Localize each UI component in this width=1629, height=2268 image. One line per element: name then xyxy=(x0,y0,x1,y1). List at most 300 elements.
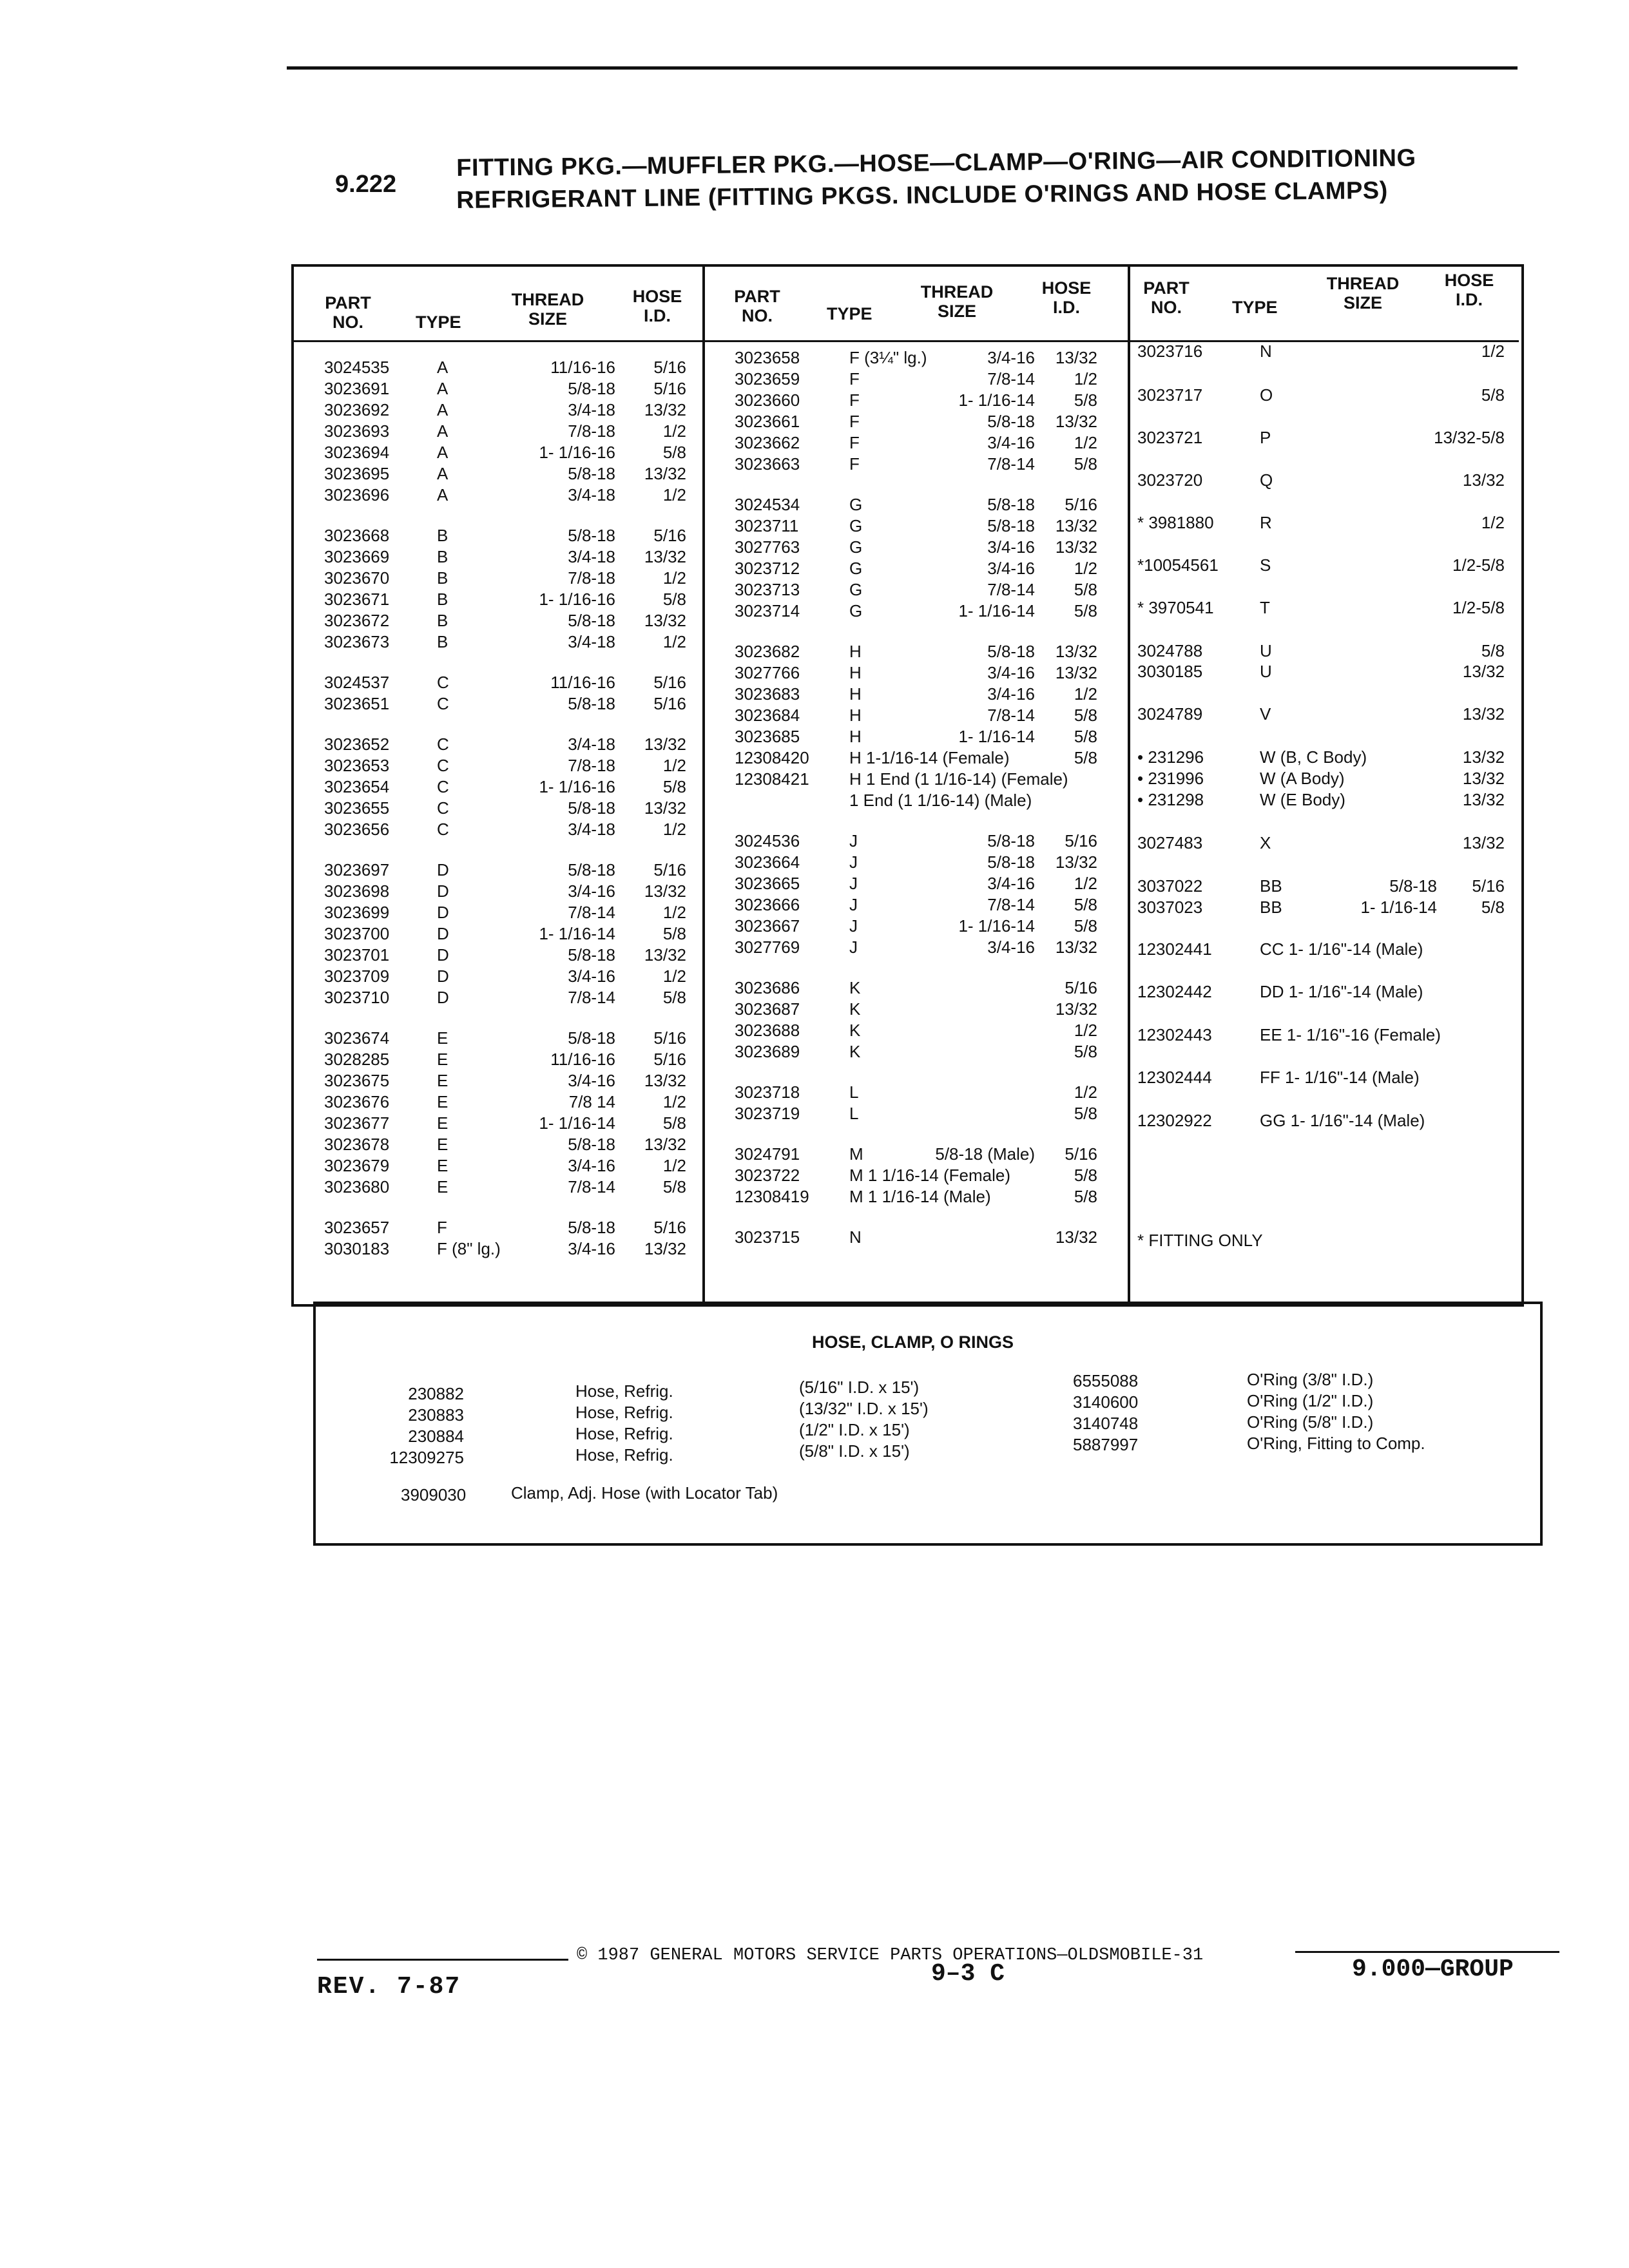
fitting-type: C xyxy=(437,756,449,775)
fitting-type: A xyxy=(437,421,448,441)
col3-header-part: PART NO. xyxy=(1143,278,1190,317)
hose-id: 5/8 xyxy=(1074,895,1097,914)
part-number: 3023696 xyxy=(324,485,390,505)
thread-size: 3/4-18 xyxy=(568,735,615,754)
fitting-type: U xyxy=(1260,641,1272,660)
thread-size: 3/4-16 xyxy=(987,559,1035,578)
col3-header-thread: THREAD SIZE xyxy=(1326,274,1400,312)
hose-id: 13/32 xyxy=(1462,470,1505,490)
part-number: 3023697 xyxy=(324,860,390,879)
fitting-type: H xyxy=(849,642,862,661)
part-number: 3023701 xyxy=(324,945,390,965)
hose-id: 1/2 xyxy=(662,1092,686,1111)
fitting-type: B xyxy=(437,568,448,588)
thread-size: 3/4-16 xyxy=(568,966,615,986)
part-number: 3024791 xyxy=(735,1144,800,1164)
fitting-type: F (8" lg.) xyxy=(437,1239,501,1258)
hose-id: 5/16 xyxy=(653,1028,686,1048)
col2-header-part: PART NO. xyxy=(734,287,780,325)
fitting-type: F xyxy=(849,454,860,474)
fitting-type: BB xyxy=(1260,898,1282,917)
fitting-type: M 1 1/16-14 (Male) xyxy=(849,1187,991,1206)
hose-id: 5/8 xyxy=(1074,454,1097,474)
part-number: • 231996 xyxy=(1137,769,1204,788)
fitting-type: E xyxy=(437,1156,448,1175)
fitting-type: E xyxy=(437,1177,448,1196)
hose-id: 13/32 xyxy=(1055,642,1097,661)
hose-id: 1/2 xyxy=(662,820,686,839)
part-number: 3023698 xyxy=(324,881,390,901)
part-number: 3023652 xyxy=(324,735,390,754)
hose-id: 5/8 xyxy=(662,1177,686,1196)
thread-size: 7/8-14 xyxy=(568,988,615,1007)
hose-id: 1/2 xyxy=(662,485,686,505)
part-number: 3023693 xyxy=(324,421,390,441)
oring-part-number: 3140600 xyxy=(1073,1392,1139,1412)
part-number: 3023710 xyxy=(324,988,390,1007)
hose-part-number: 230883 xyxy=(408,1405,464,1425)
hose-id: 1/2 xyxy=(662,756,686,775)
hose-id: 5/8 xyxy=(1074,580,1097,599)
part-number: 12308420 xyxy=(735,748,809,767)
oring-part-number: 3140748 xyxy=(1073,1414,1139,1433)
part-number: 3023712 xyxy=(735,559,800,578)
thread-size: 1- 1/16-16 xyxy=(539,777,615,796)
hose-id: 13/32 xyxy=(1462,790,1505,809)
col3-header-type: TYPE xyxy=(1232,298,1278,317)
thread-size: 3/4-16 xyxy=(987,684,1035,704)
hose-id: 13/32 xyxy=(644,735,686,754)
fitting-type: B xyxy=(437,526,448,545)
fitting-type: K xyxy=(849,999,861,1019)
fitting-type: G xyxy=(849,516,863,535)
thread-size: 1- 1/16-16 xyxy=(539,590,615,609)
part-number: • 231296 xyxy=(1137,747,1204,767)
part-number: 3023699 xyxy=(324,903,390,922)
part-number: 3028285 xyxy=(324,1050,390,1069)
part-number: 3023714 xyxy=(735,601,800,620)
section-title-line1: FITTING PKG.—MUFFLER PKG.—HOSE—CLAMP—O'RING—AIR CONDITIONING xyxy=(456,144,1416,182)
thread-size: 1- 1/16-14 xyxy=(958,601,1035,620)
hose-id: 13/32 xyxy=(644,881,686,901)
hose-section-title: HOSE, CLAMP, O RINGS xyxy=(812,1332,1014,1352)
part-number: 3023689 xyxy=(735,1042,800,1061)
part-number: 3023684 xyxy=(735,706,800,725)
hose-id: 13/32 xyxy=(1462,704,1505,724)
fitting-type: H 1-1/16-14 (Female) xyxy=(849,748,1010,767)
col2-header-thread: THREAD SIZE xyxy=(920,282,994,321)
col1-header-type: TYPE xyxy=(416,312,461,332)
thread-size: 3/4-16 xyxy=(568,1156,615,1175)
fitting-type: F xyxy=(849,433,860,452)
part-number: 12302443 xyxy=(1137,1025,1212,1044)
thread-size: 1- 1/16-14 xyxy=(958,727,1035,746)
part-number: 3023674 xyxy=(324,1028,390,1048)
thread-size: 7/8-14 xyxy=(987,706,1035,725)
part-number: 3023680 xyxy=(324,1177,390,1196)
oring-description: O'Ring (3/8" I.D.) xyxy=(1247,1370,1374,1389)
hose-id: 13/32 xyxy=(644,464,686,483)
col1-header-part: PART NO. xyxy=(325,293,371,332)
hose-id: 1/2 xyxy=(662,568,686,588)
hose-id: 5/16 xyxy=(653,694,686,713)
fitting-type: C xyxy=(437,735,449,754)
thread-size: 5/8-18 xyxy=(568,1218,615,1237)
part-number: 12308421 xyxy=(735,769,809,789)
part-number: 3023655 xyxy=(324,798,390,818)
fitting-type: U xyxy=(1260,662,1272,681)
hose-id: 1/2 xyxy=(1074,1021,1097,1040)
hose-id: 5/16 xyxy=(1065,1144,1097,1164)
thread-size: 11/16-16 xyxy=(550,1050,615,1069)
oring-part-number: 6555088 xyxy=(1073,1371,1139,1390)
hose-id: 5/16 xyxy=(653,358,686,377)
hose-id: 1/2 xyxy=(662,903,686,922)
fitting-type: V xyxy=(1260,704,1271,724)
hose-id: 1/2 xyxy=(1074,684,1097,704)
fitting-type: T xyxy=(1260,598,1270,617)
hose-id: 5/8 xyxy=(662,777,686,796)
hose-id: 5/16 xyxy=(1065,831,1097,850)
part-number: 12302442 xyxy=(1137,982,1212,1001)
part-number: 3023692 xyxy=(324,400,390,419)
fitting-type: A xyxy=(437,485,448,505)
fitting-type: A xyxy=(437,379,448,398)
part-number: 3023656 xyxy=(324,820,390,839)
hose-id: 13/32 xyxy=(644,798,686,818)
thread-size: 3/4-16 xyxy=(568,881,615,901)
fitting-type: C xyxy=(437,820,449,839)
thread-size: 5/8-18 xyxy=(568,379,615,398)
fitting-type: A xyxy=(437,400,448,419)
fitting-type: F xyxy=(437,1218,447,1237)
part-number: 3023665 xyxy=(735,874,800,893)
fitting-type: M 1 1/16-14 (Female) xyxy=(849,1166,1010,1185)
thread-size: 5/8-18 xyxy=(568,945,615,965)
part-number: 3023657 xyxy=(324,1218,390,1237)
thread-size: 5/8-18 xyxy=(568,1135,615,1154)
fitting-type: W (B, C Body) xyxy=(1260,747,1367,767)
hose-id: 5/8 xyxy=(1074,1042,1097,1061)
fitting-type: W (A Body) xyxy=(1260,769,1345,788)
fitting-type: J xyxy=(849,831,858,850)
part-number: 3023709 xyxy=(324,966,390,986)
hose-id: 5/8 xyxy=(1481,898,1505,917)
thread-size: 3/4-16 xyxy=(987,937,1035,957)
fitting-type: B xyxy=(437,547,448,566)
fitting-type: H xyxy=(849,727,862,746)
thread-size: 7/8-14 xyxy=(568,903,615,922)
fitting-type: S xyxy=(1260,555,1271,575)
thread-size: 7/8 14 xyxy=(568,1092,615,1111)
hose-size: (5/16" I.D. x 15') xyxy=(799,1378,920,1397)
thread-size: 1- 1/16-14 xyxy=(539,924,615,943)
hose-id: 13/32 xyxy=(1462,747,1505,767)
hose-id: 1/2 xyxy=(1481,341,1505,361)
fitting-type: O xyxy=(1260,385,1273,405)
thread-size: 3/4-18 xyxy=(568,632,615,651)
part-number: 3023673 xyxy=(324,632,390,651)
thread-size: 7/8-18 xyxy=(568,568,615,588)
fitting-type: F xyxy=(849,412,860,431)
part-number: 3023713 xyxy=(735,580,800,599)
hose-description: Hose, Refrig. xyxy=(575,1424,673,1443)
hose-id: 13/32 xyxy=(644,547,686,566)
thread-size: 5/8-18 (Male) xyxy=(935,1144,1035,1164)
thread-size: 5/8-18 xyxy=(568,1028,615,1048)
fitting-type: X xyxy=(1260,833,1271,852)
thread-size: 5/8-18 xyxy=(568,860,615,879)
thread-size: 3/4-18 xyxy=(568,547,615,566)
copyright-line: © 1987 GENERAL MOTORS SERVICE PARTS OPERATIONS—OLDSMOBILE-31 xyxy=(577,1946,1204,1965)
fitting-type: D xyxy=(437,903,449,922)
part-number: 3027763 xyxy=(735,537,800,557)
hose-id: 5/8 xyxy=(1074,727,1097,746)
col3-header-hose: HOSE I.D. xyxy=(1444,271,1494,309)
fitting-type: G xyxy=(849,537,863,557)
fitting-type: C xyxy=(437,694,449,713)
thread-size: 3/4-16 xyxy=(987,348,1035,367)
part-number: 3030183 xyxy=(324,1239,390,1258)
hose-id: 1/2 xyxy=(1074,874,1097,893)
thread-size: 3/4-18 xyxy=(568,400,615,419)
part-number: * 3981880 xyxy=(1137,513,1214,532)
part-number: 3023685 xyxy=(735,727,800,746)
thread-size: 5/8-18 xyxy=(987,412,1035,431)
fitting-type: M xyxy=(849,1144,863,1164)
part-number: 3023695 xyxy=(324,464,390,483)
thread-size: 3/4-16 xyxy=(568,1239,615,1258)
fitting-type: BB xyxy=(1260,876,1282,896)
hose-id: 13/32 xyxy=(644,945,686,965)
part-number: 3024789 xyxy=(1137,704,1203,724)
fitting-type: GG 1- 1/16"-14 (Male) xyxy=(1260,1111,1425,1130)
column-divider-2 xyxy=(1128,264,1130,1302)
hose-id: 1/2 xyxy=(1074,559,1097,578)
hose-id: 5/8 xyxy=(1074,1187,1097,1206)
oring-description: O'Ring, Fitting to Comp. xyxy=(1247,1434,1425,1453)
fitting-type: H 1 End (1 1/16-14) (Female) xyxy=(849,769,1068,789)
revision-label: REV. 7-87 xyxy=(317,1973,461,2001)
thread-size: 5/8-18 xyxy=(568,464,615,483)
fitting-type: D xyxy=(437,860,449,879)
part-number: 3023668 xyxy=(324,526,390,545)
hose-id: 13/32 xyxy=(1055,663,1097,682)
thread-size: 7/8-14 xyxy=(568,1177,615,1196)
thread-size: 5/8-18 xyxy=(987,495,1035,514)
hose-part-number: 230884 xyxy=(408,1427,464,1446)
hose-size: (1/2" I.D. x 15') xyxy=(799,1420,910,1439)
part-number: 3024788 xyxy=(1137,641,1203,660)
part-number: 3023658 xyxy=(735,348,800,367)
thread-size: 5/8-18 xyxy=(568,798,615,818)
hose-id: 13/32 xyxy=(1055,999,1097,1019)
section-title-line2: REFRIGERANT LINE (FITTING PKGS. INCLUDE O'RINGS AND HOSE CLAMPS) xyxy=(456,177,1389,214)
part-number: 3023694 xyxy=(324,443,390,462)
part-number: 3023661 xyxy=(735,412,800,431)
hose-id: 1/2 xyxy=(662,632,686,651)
hose-id: 5/8 xyxy=(662,924,686,943)
thread-size: 5/8-18 xyxy=(1389,876,1437,896)
fitting-type: B xyxy=(437,632,448,651)
fitting-type: K xyxy=(849,1021,861,1040)
hose-id: 1/2 xyxy=(1074,1082,1097,1102)
hose-id: 5/8 xyxy=(662,590,686,609)
hose-id: 5/8 xyxy=(1074,916,1097,936)
fitting-type: J xyxy=(849,895,858,914)
part-number: 3027766 xyxy=(735,663,800,682)
oring-description: O'Ring (5/8" I.D.) xyxy=(1247,1412,1374,1432)
part-number: 3023679 xyxy=(324,1156,390,1175)
thread-size: 7/8-14 xyxy=(987,369,1035,389)
part-number: 3023716 xyxy=(1137,341,1203,361)
thread-size: 5/8-18 xyxy=(987,516,1035,535)
part-number: • 231298 xyxy=(1137,790,1204,809)
part-number: 3023686 xyxy=(735,978,800,997)
part-number: 3024536 xyxy=(735,831,800,850)
thread-size: 7/8-18 xyxy=(568,421,615,441)
hose-id: 13/32 xyxy=(1462,662,1505,681)
part-number: 3023687 xyxy=(735,999,800,1019)
header-underline xyxy=(291,340,1519,342)
hose-id: 5/8 xyxy=(1074,601,1097,620)
hose-id: 5/16 xyxy=(1065,495,1097,514)
hose-id: 5/8 xyxy=(1074,390,1097,410)
fitting-type: N xyxy=(1260,341,1272,361)
part-number: 3023666 xyxy=(735,895,800,914)
thread-size: 11/16-16 xyxy=(550,358,615,377)
hose-size: (13/32" I.D. x 15') xyxy=(799,1399,929,1418)
part-number: 3023688 xyxy=(735,1021,800,1040)
fitting-type: G xyxy=(849,495,863,514)
thread-size: 7/8-14 xyxy=(987,580,1035,599)
fitting-type: G xyxy=(849,601,863,620)
page-number: 9–3 C xyxy=(931,1960,1005,1988)
thread-size: 1- 1/16-14 xyxy=(1360,898,1437,917)
hose-id: 5/16 xyxy=(653,673,686,692)
footer-rule-right xyxy=(1295,1951,1559,1953)
col1-header-thread: THREAD SIZE xyxy=(511,290,584,329)
part-number: 12308419 xyxy=(735,1187,809,1206)
fitting-type: H xyxy=(849,684,862,704)
fitting-type: Q xyxy=(1260,470,1273,490)
hose-id: 13/32-5/8 xyxy=(1434,428,1505,447)
part-number: 3027769 xyxy=(735,937,800,957)
hose-id: 5/8 xyxy=(1074,748,1097,767)
part-number: 3023722 xyxy=(735,1166,800,1185)
part-number: 12302441 xyxy=(1137,939,1212,959)
hose-id: 13/32 xyxy=(1055,348,1097,367)
hose-section-top xyxy=(313,1302,1540,1304)
hose-id: 5/16 xyxy=(653,1050,686,1069)
fitting-type: D xyxy=(437,945,449,965)
fitting-type: F xyxy=(849,390,860,410)
hose-id: 13/32 xyxy=(1462,833,1505,852)
part-number: 3023721 xyxy=(1137,428,1203,447)
fitting-type: H xyxy=(849,663,862,682)
thread-size: 1- 1/16-16 xyxy=(539,443,615,462)
thread-size: 5/8-18 xyxy=(987,852,1035,872)
fitting-type: CC 1- 1/16"-14 (Male) xyxy=(1260,939,1423,959)
hose-id: 1/2 xyxy=(662,966,686,986)
fitting-type: R xyxy=(1260,513,1272,532)
thread-size: 5/8-18 xyxy=(987,642,1035,661)
fitting-type: E xyxy=(437,1092,448,1111)
hose-id: 5/8 xyxy=(1074,1166,1097,1185)
fitting-type: B xyxy=(437,611,448,630)
fitting-type: DD 1- 1/16"-14 (Male) xyxy=(1260,982,1423,1001)
part-number: 3023672 xyxy=(324,611,390,630)
thread-size: 3/4-16 xyxy=(568,1071,615,1090)
thread-size: 7/8-14 xyxy=(987,895,1035,914)
hose-id: 13/32 xyxy=(1055,852,1097,872)
hose-id: 5/16 xyxy=(653,860,686,879)
fitting-type: H xyxy=(849,706,862,725)
fitting-type: F xyxy=(849,369,860,389)
fitting-type: B xyxy=(437,590,448,609)
part-number: * 3970541 xyxy=(1137,598,1214,617)
thread-size: 3/4-16 xyxy=(987,537,1035,557)
thread-size: 3/4-16 xyxy=(987,663,1035,682)
part-number: 3023670 xyxy=(324,568,390,588)
hose-size: (5/8" I.D. x 15') xyxy=(799,1441,910,1461)
hose-id: 1/2 xyxy=(662,421,686,441)
part-number: 3023720 xyxy=(1137,470,1203,490)
hose-id: 5/16 xyxy=(1065,978,1097,997)
part-number: 3037022 xyxy=(1137,876,1203,896)
part-number: 3023676 xyxy=(324,1092,390,1111)
column-divider-1 xyxy=(702,264,705,1302)
part-number: 3024535 xyxy=(324,358,390,377)
fitting-type: D xyxy=(437,924,449,943)
thread-size: 11/16-16 xyxy=(550,673,615,692)
thread-size: 3/4-16 xyxy=(987,433,1035,452)
hose-id: 5/16 xyxy=(1472,876,1505,896)
oring-part-number: 5887997 xyxy=(1073,1435,1139,1454)
hose-id: 5/8 xyxy=(662,443,686,462)
fitting-type: D xyxy=(437,988,449,1007)
fitting-type: G xyxy=(849,559,863,578)
fitting-type: J xyxy=(849,916,858,936)
hose-id: 1/2-5/8 xyxy=(1452,555,1505,575)
part-number: 3023667 xyxy=(735,916,800,936)
part-number: 3023683 xyxy=(735,684,800,704)
thread-size: 1- 1/16-14 xyxy=(958,390,1035,410)
hose-id: 5/8 xyxy=(1481,641,1505,660)
col2-header-type: TYPE xyxy=(827,304,872,323)
fitting-type: K xyxy=(849,1042,861,1061)
thread-size: 5/8-18 xyxy=(568,694,615,713)
thread-size: 1- 1/16-14 xyxy=(539,1113,615,1133)
hose-id: 1/2 xyxy=(662,1156,686,1175)
oring-description: O'Ring (1/2" I.D.) xyxy=(1247,1391,1374,1410)
hose-id: 1/2 xyxy=(1074,433,1097,452)
hose-id: 13/32 xyxy=(1055,937,1097,957)
fitting-type: A xyxy=(437,464,448,483)
thread-size: 7/8-14 xyxy=(987,454,1035,474)
hose-part-number: 12309275 xyxy=(389,1448,464,1467)
top-rule xyxy=(287,66,1518,70)
part-number: 3023682 xyxy=(735,642,800,661)
fitting-type: 1 End (1 1/16-14) (Male) xyxy=(849,791,1032,810)
hose-id: 5/8 xyxy=(1074,706,1097,725)
fitting-type: F (3¼" lg.) xyxy=(849,348,927,367)
hose-id: 5/8 xyxy=(1481,385,1505,405)
fitting-type: L xyxy=(849,1082,859,1102)
fitting-type: A xyxy=(437,443,448,462)
fitting-type: D xyxy=(437,966,449,986)
group-label: 9.000—GROUP xyxy=(1352,1956,1514,1983)
